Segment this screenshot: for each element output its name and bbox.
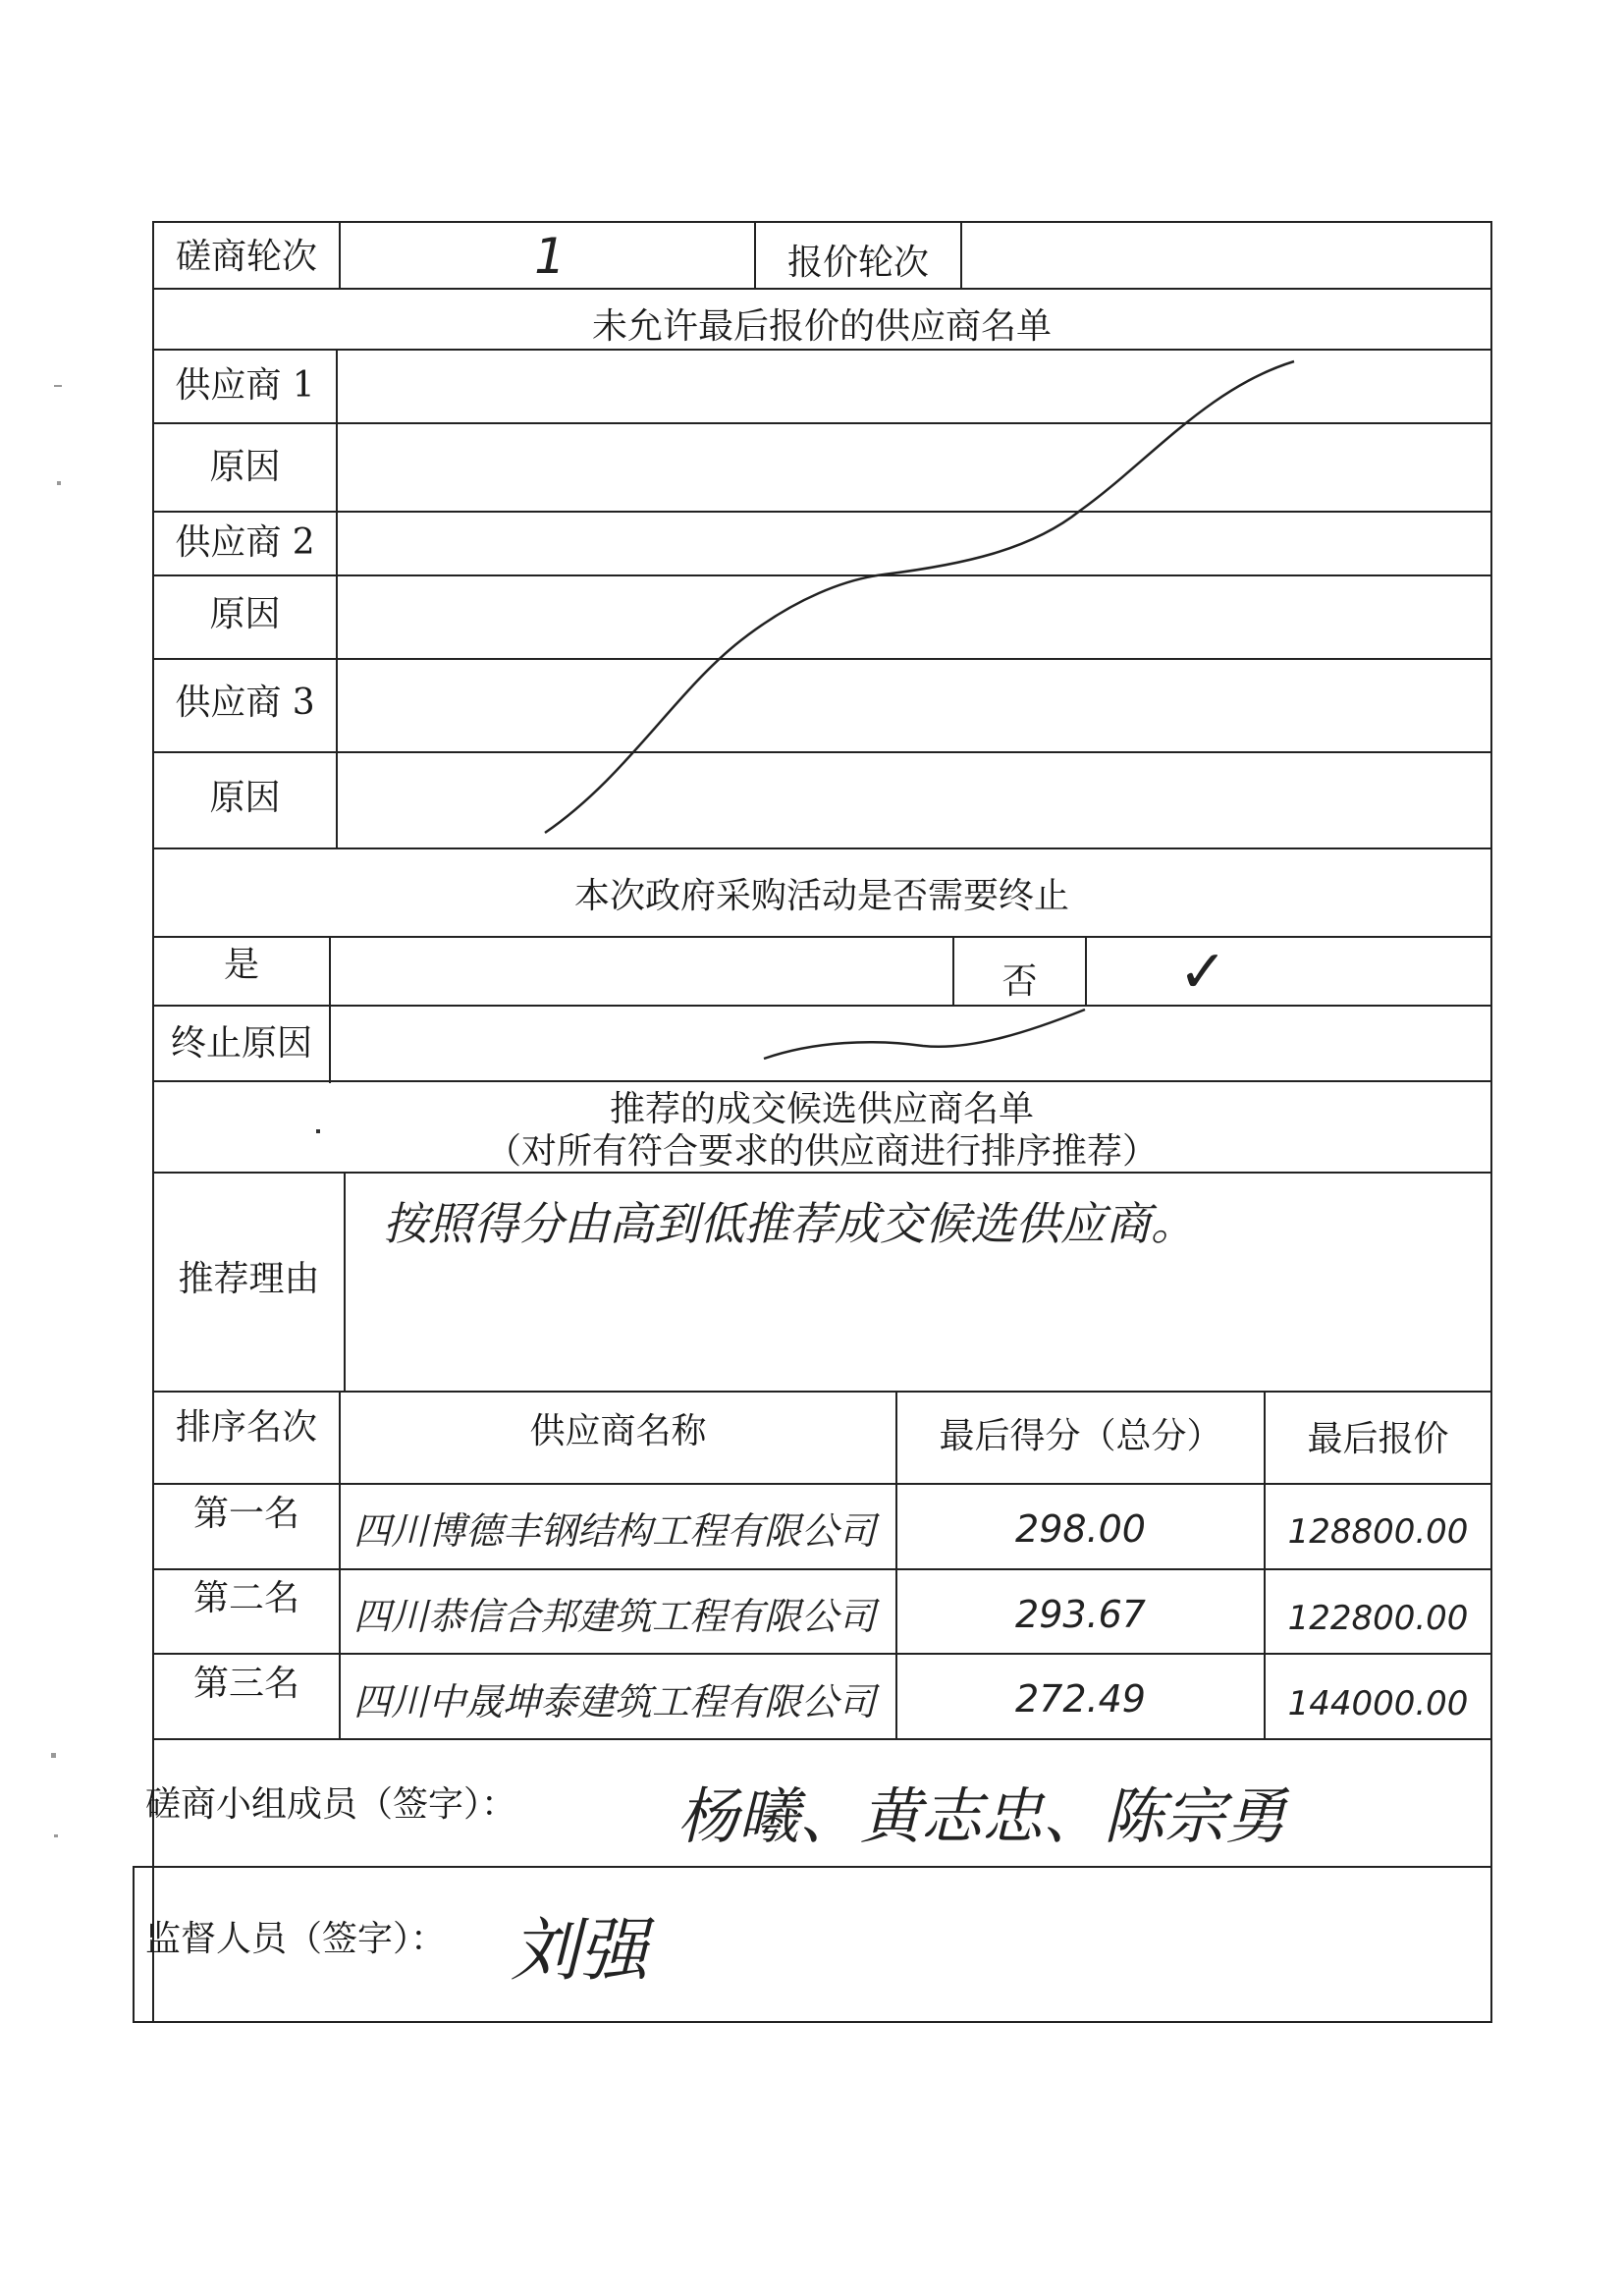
price-cell: 122800.00 [1287,1599,1469,1638]
scan-speck [54,385,62,387]
recommend-reason-label: 推荐理由 [178,1259,320,1299]
no-label: 否 [1001,961,1038,1002]
supplier-3-label: 供应商 3 [175,683,315,723]
supervisor-signature: 刘强 [511,1910,648,1991]
not-allowed-title: 未允许最后报价的供应商名单 [591,306,1052,347]
supervisor-signature-label: 监督人员（签字）： [145,1919,447,1959]
round-label: 磋商轮次 [175,237,317,277]
col-header-score: 最后得分（总分） [939,1416,1222,1456]
supplier-2-label: 供应商 2 [175,522,315,563]
reason-2-label: 原因 [209,594,281,634]
score-cell: 293.67 [1015,1593,1146,1636]
no-checkmark: ✓ [1178,938,1228,1007]
scan-speck [51,1753,56,1758]
rank-cell: 第一名 [192,1494,299,1534]
supplier-name-cell: 四川恭信合邦建筑工程有限公司 [353,1595,877,1638]
scan-speck [57,481,61,485]
termination-reason-label: 终止原因 [170,1023,312,1064]
rank-cell: 第三名 [192,1664,299,1704]
scan-speck [54,1834,58,1837]
scan-speck [316,1129,320,1133]
termination-title: 本次政府采购活动是否需要终止 [573,876,1069,916]
supplier-name-cell: 四川博德丰钢结构工程有限公司 [353,1509,877,1553]
score-cell: 298.00 [1015,1507,1146,1551]
rank-cell: 第二名 [192,1578,299,1618]
score-cell: 272.49 [1015,1677,1146,1721]
round-value: 1 [534,228,566,285]
yes-label: 是 [223,945,259,985]
group-signature-label: 磋商小组成员（签字）： [145,1784,517,1825]
col-header-price: 最后报价 [1307,1419,1449,1459]
supplier-name-cell: 四川中晟坤泰建筑工程有限公司 [353,1680,877,1723]
col-header-rank: 排序名次 [175,1407,317,1448]
recommend-reason-text: 按照得分由高到低推荐成交候选供应商。 [383,1197,1196,1250]
price-cell: 128800.00 [1287,1512,1469,1552]
diagonal-strike-stroke [545,361,1294,833]
termination-strike-stroke [764,1010,1085,1059]
quote-round-label: 报价轮次 [786,243,929,283]
col-header-name: 供应商名称 [529,1411,707,1451]
recommend-title: 推荐的成交候选供应商名单 [609,1089,1034,1129]
recommend-subtitle: （对所有符合要求的供应商进行排序推荐） [485,1131,1158,1172]
supplier-1-label: 供应商 1 [175,365,315,406]
reason-1-label: 原因 [209,447,281,487]
group-signature: 杨曦、黄志忠、陈宗勇 [677,1780,1287,1852]
price-cell: 144000.00 [1287,1684,1469,1723]
reason-3-label: 原因 [209,778,281,818]
